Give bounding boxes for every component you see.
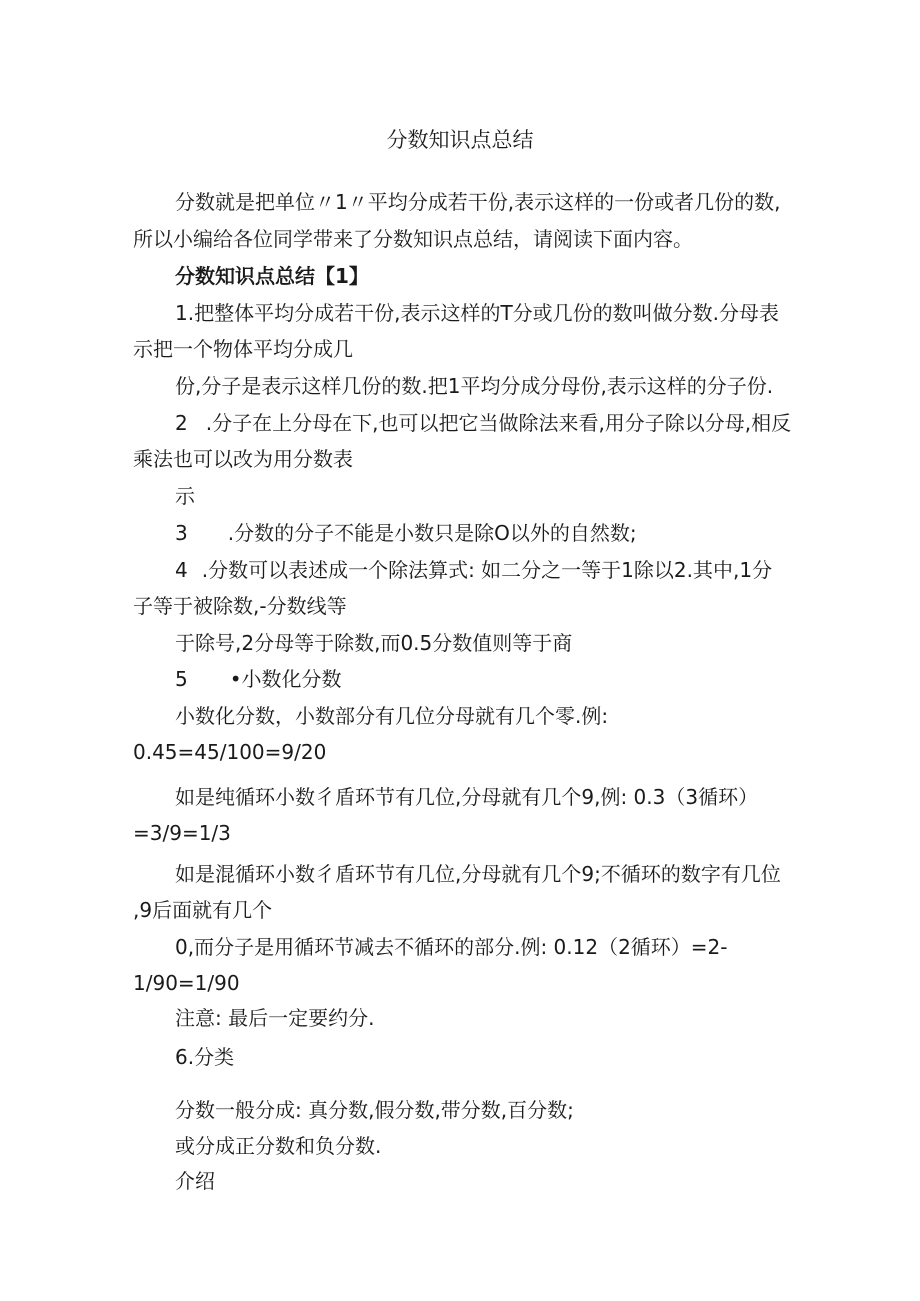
pure-cycle-line-2: =3/9=1/3: [133, 821, 231, 845]
item5-text-line-1: 小数化分数，小数部分有几位分母就有几个零.例:: [175, 704, 609, 728]
item5-text-line-2: 0.45=45/100=9/20: [133, 740, 327, 764]
intro-line-2: 所以小编给各位同学带来了分数知识点总结，请阅读下面内容。: [133, 227, 693, 251]
item4-line-1: [175, 557, 772, 583]
classify-line-2: 或分成正分数和负分数.: [175, 1134, 382, 1158]
intro-line-1: 分数就是把单位〃1〃平均分成若干份,表示这样的一份或者几份的数,: [175, 190, 781, 214]
item5-number: 5: [175, 667, 188, 691]
mixed-cycle-line-4: 1/90=1/90: [133, 971, 240, 995]
item2-line-1: [175, 410, 791, 436]
mixed-cycle-line-3: 0,而分子是用循环节减去不循环的部分.例: 0.12（2循环）=2-: [175, 935, 728, 959]
document-title: 分数知识点总结: [386, 128, 534, 152]
item3-text: .分数的分子不能是小数只是除O以外的自然数;: [227, 521, 637, 545]
item3-line: [175, 520, 637, 546]
item1-line-2: 示把一个物体平均分成几: [133, 337, 353, 361]
pure-cycle-line-1: 如是纯循环小数彳盾环节有几位,分母就有几个9,例: 0.3（3循环）: [175, 785, 759, 809]
item1-line-3: 份,分子是表示这样几份的数.把1平均分成分母份,表示这样的分子份.: [175, 374, 774, 398]
item5-line: [175, 666, 342, 692]
mixed-cycle-line-2: ,9后面就有几个: [133, 898, 273, 922]
item2-line-3: 示: [175, 484, 195, 508]
item5-text: •小数化分数: [229, 667, 342, 691]
item1-line-1: 1.把整体平均分成若干份,表示这样的T分或几份的数叫做分数.分母表: [175, 301, 780, 325]
item2-text: .分子在上分母在下,也可以把它当做除法来看,用分子除以分母,相反: [205, 411, 792, 435]
classify-line-1: 分数一般分成: 真分数,假分数,带分数,百分数;: [175, 1098, 574, 1122]
mixed-cycle-line-1: 如是混循环小数彳盾环节有几位,分母就有几个9;不循环的数字有几位: [175, 862, 781, 886]
item4-text: .分数可以表述成一个除法算式: 如二分之一等于1除以2.其中,1分: [201, 558, 773, 582]
item3-number: 3: [175, 521, 188, 545]
note-line: 注意: 最后一定要约分.: [175, 1006, 375, 1030]
item4-line-3: 于除号,2分母等于除数,而0.5分数值则等于商: [175, 631, 573, 655]
section-heading: 分数知识点总结【1】: [175, 264, 369, 288]
item4-line-2: 子等于被除数,-分数线等: [133, 594, 347, 618]
item6-line: 6.分类: [175, 1045, 235, 1069]
item2-number: 2: [175, 411, 188, 435]
item4-number: 4: [175, 558, 188, 582]
intro-label: 介绍: [175, 1169, 215, 1193]
item2-line-2: 乘法也可以改为用分数表: [133, 447, 353, 471]
